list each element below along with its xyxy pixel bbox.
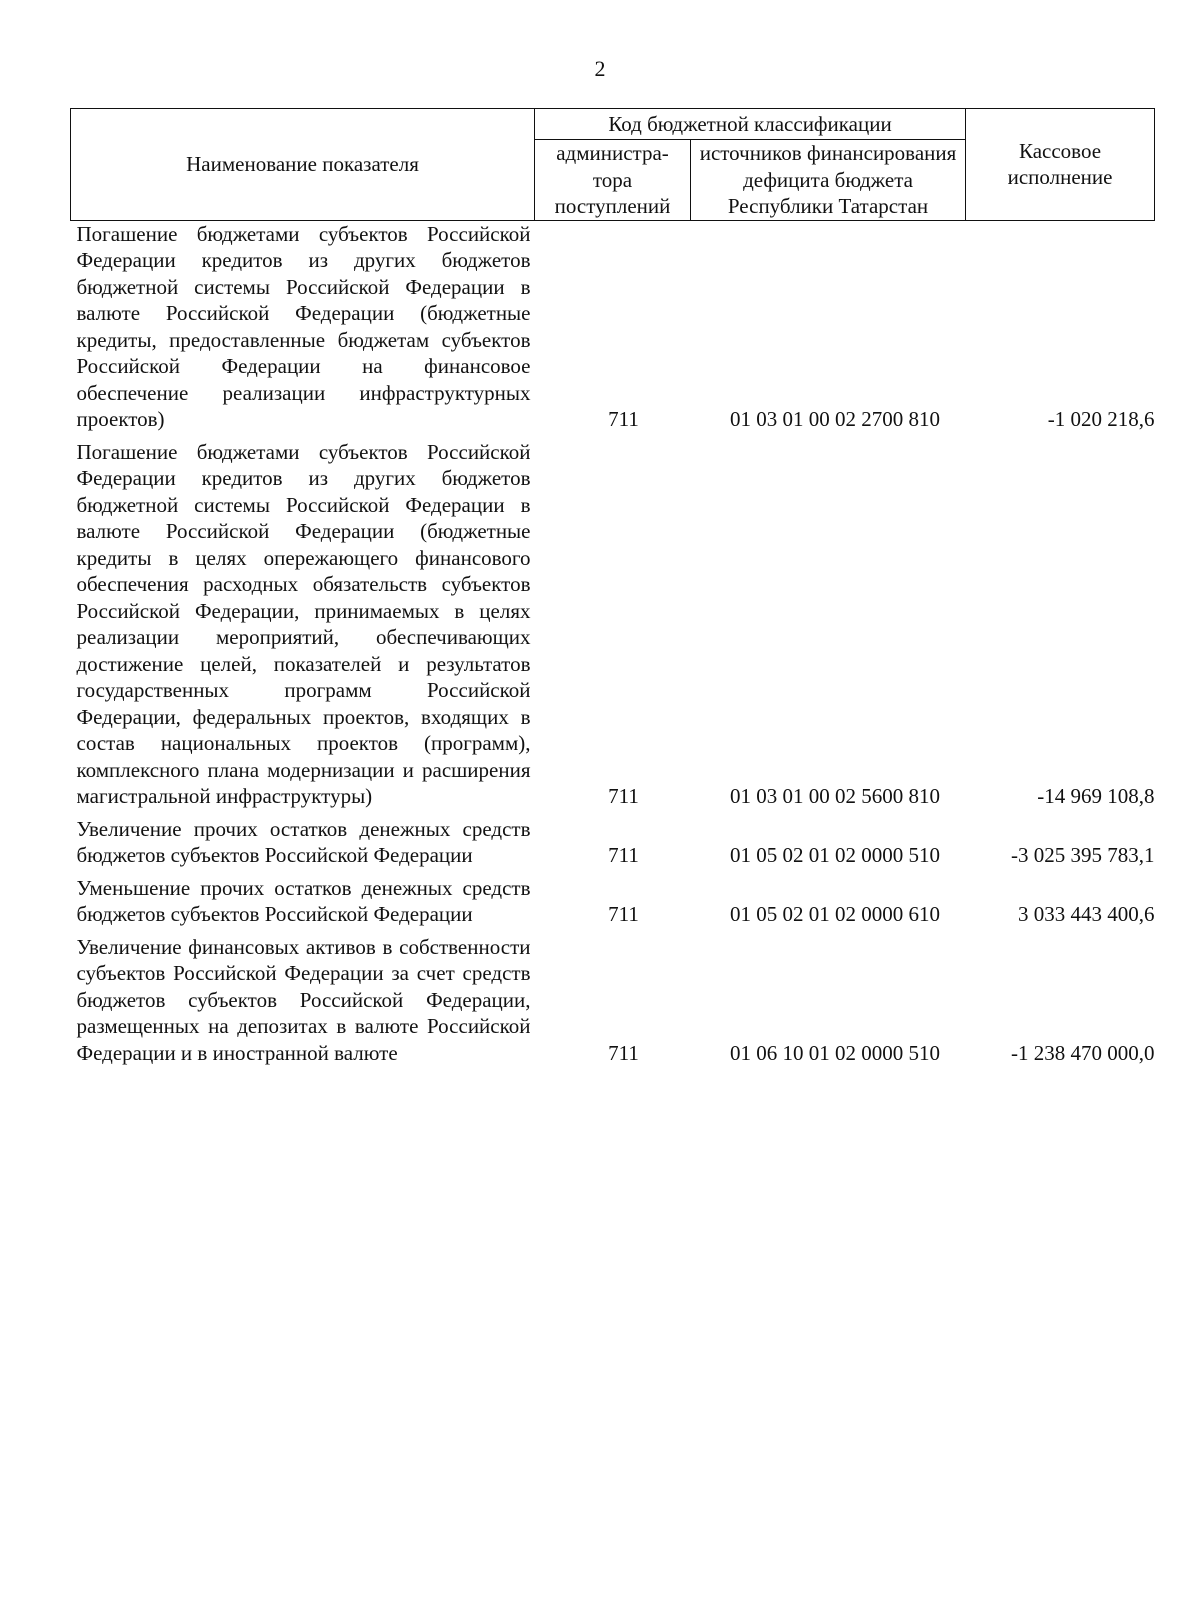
table-row xyxy=(71,816,1155,869)
row-cash-execution: -1 238 470 000,0 xyxy=(1011,1040,1155,1065)
row-admin-code: 711 xyxy=(608,843,639,867)
row-admin-code: 711 xyxy=(608,1040,639,1065)
row-cash-execution: -1 020 218,6 xyxy=(1047,407,1155,431)
row-source-code: 01 06 10 01 02 0000 510 xyxy=(730,1040,940,1065)
row-indicator-name: Увеличение прочих остатков денежных средств бюджетов субъектов Российской Федерации xyxy=(76,816,531,867)
row-source-code: 01 05 02 01 02 0000 610 xyxy=(730,902,940,926)
header-cash-execution: Кассовое исполнение xyxy=(966,109,1155,221)
budget-sources-table xyxy=(70,108,1155,1066)
row-indicator-name: Уменьшение прочих остатков денежных средств бюджетов субъектов Российской Федерации xyxy=(76,875,531,926)
row-source-code: 01 03 01 00 02 2700 810 xyxy=(730,407,940,431)
row-source-code: 01 05 02 01 02 0000 510 xyxy=(730,843,940,867)
row-cash-execution: -14 969 108,8 xyxy=(1037,784,1155,808)
row-cash-execution: -3 025 395 783,1 xyxy=(1011,843,1155,867)
table-row xyxy=(71,439,1155,810)
header-revenue-administrator: администра-тора поступлений xyxy=(535,140,691,221)
header-budget-classification-code: Код бюджетной классификации xyxy=(535,109,966,140)
row-cash-execution: 3 033 443 400,6 xyxy=(1018,902,1155,926)
header-deficit-financing-sources: источников финансирования дефицита бюджета Республики Татарстан xyxy=(691,140,966,221)
table-row xyxy=(71,875,1155,928)
table-row xyxy=(71,220,1155,433)
row-indicator-name: Увеличение финансовых активов в собственности субъектов Российской Федерации за счет средств бюджетов субъектов Российской Федерации, размещенных на депозитах в валюте Российской Федерации и в иностранной валюте xyxy=(76,934,531,1065)
row-indicator-name: Погашение бюджетами субъектов Российской Федерации кредитов из других бюджетов бюджетной системы Российской Федерации в валюте Российской Федерации (бюджетные кредиты в целях опережающего финансового обеспечения расходных обязательств субъектов Российской Федерации, принимаемых в целях реализации мероприятий, обеспечивающих достижение целей, показателей и результатов государственных программ Российской Федерации, федеральных проектов, входящих в состав национальных проектов (программ), комплексного плана модернизации и расширения магистральной инфраструктуры) xyxy=(76,439,531,808)
page-number: 2 xyxy=(594,56,606,81)
row-indicator-name: Погашение бюджетами субъектов Российской Федерации кредитов из других бюджетов бюджетной системы Российской Федерации в валюте Российской Федерации (бюджетные кредиты, предоставленные бюджетам субъектов Российской Федерации на финансовое обеспечение реализации инфраструктурных проектов) xyxy=(76,221,531,431)
row-admin-code: 711 xyxy=(608,902,639,926)
table-row xyxy=(71,934,1155,1067)
row-admin-code: 711 xyxy=(608,784,639,808)
row-source-code: 01 03 01 00 02 5600 810 xyxy=(730,784,940,808)
row-admin-code: 711 xyxy=(608,407,639,431)
header-indicator-name: Наименование показателя xyxy=(71,109,535,221)
